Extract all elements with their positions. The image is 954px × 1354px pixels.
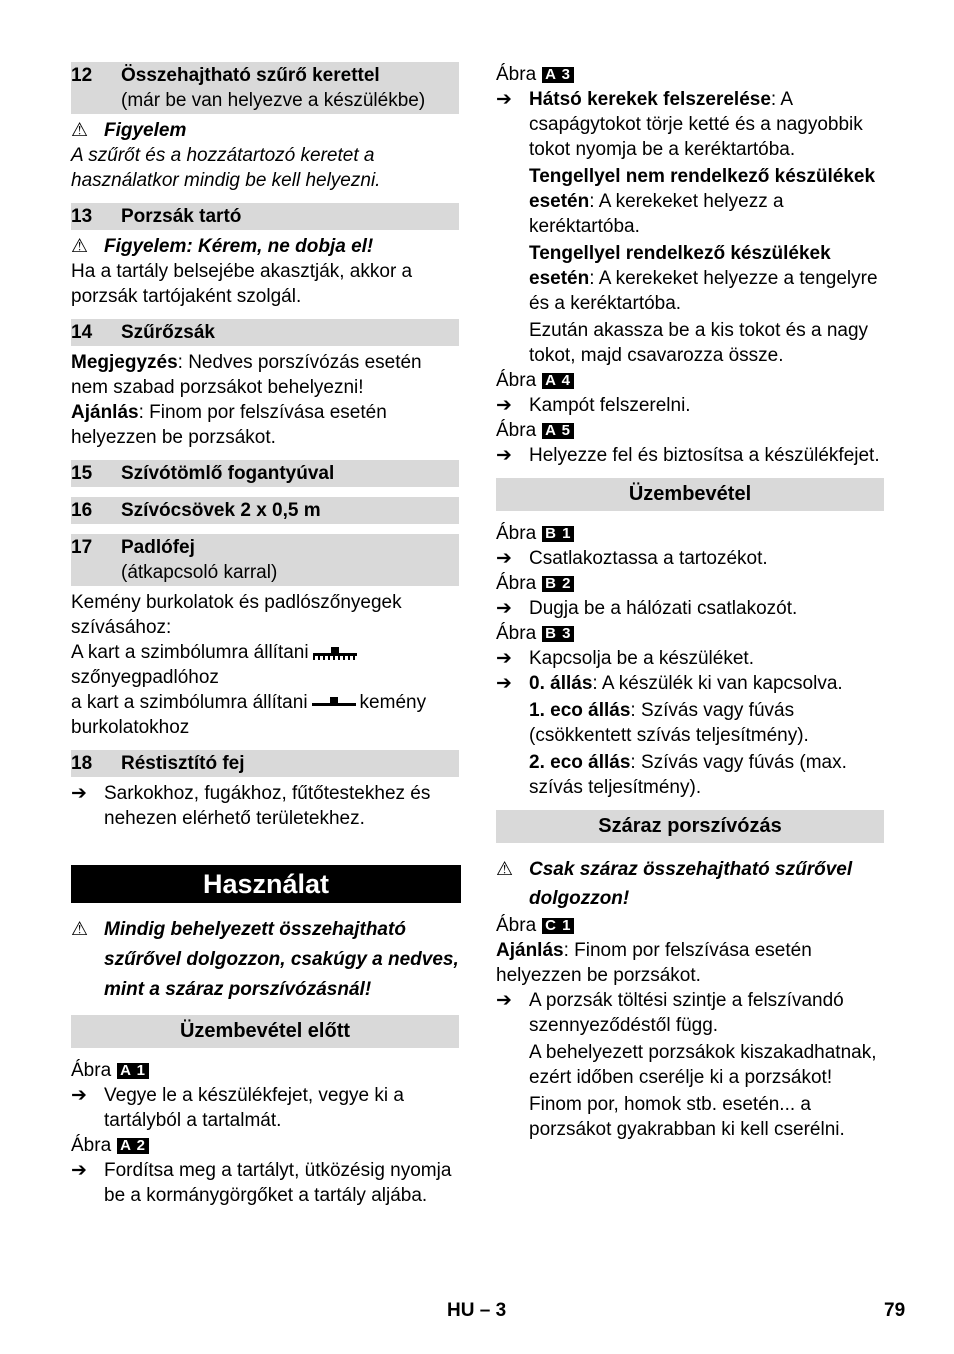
right-column: [496, 62, 884, 1142]
section-uzembevetel: Üzembevétel: [496, 478, 884, 511]
section-18-header: 18 Réstisztító fej: [71, 750, 459, 777]
warning-filter: ⚠ Mindig behelyezett összehajtható szűrővel dolgozzon, csakúgy a nedves, mint a száraz porszívózásnál!: [71, 915, 459, 1005]
arrow-item: ➔ Dugja be a hálózati csatlakozót.: [496, 598, 798, 619]
arrow-right-icon: ➔: [496, 648, 512, 669]
paragraph: 2. eco állás: Szívás vagy fúvás (max. szívás teljesítmény).: [529, 752, 847, 798]
paragraph: Ezután akassza be a kis tokot és a nagy tokot, majd csavarozza össze.: [529, 320, 869, 366]
section-14-header: 14 Szűrőzsák: [71, 319, 459, 346]
warning-figyelem: ⚠ Figyelem: [71, 120, 187, 141]
section-number: 12: [71, 65, 93, 86]
figure-badge: A 1: [117, 1063, 149, 1079]
arrow-right-icon: ➔: [496, 89, 512, 110]
arrow-right-icon: ➔: [496, 990, 512, 1011]
arrow-item: ➔ Kapcsolja be a készüléket.: [496, 648, 754, 669]
figure-badge: A 4: [542, 373, 574, 389]
arrow-right-icon: ➔: [496, 673, 512, 694]
figure-ref-a2: Ábra A 2: [71, 1133, 459, 1158]
arrow-item: ➔ Kampót felszerelni.: [496, 395, 691, 416]
figure-ref-a1: Ábra A 1: [71, 1058, 459, 1083]
figure-badge: A 5: [542, 423, 574, 439]
arrow-right-icon: ➔: [71, 783, 87, 804]
section-szaraz-porszivozas: Száraz porszívózás: [496, 810, 884, 843]
arrow-right-icon: ➔: [71, 1085, 87, 1106]
section-17-header: 17 Padlófej (átkapcsoló karral): [71, 534, 459, 586]
paragraph: 1. eco állás: Szívás vagy fúvás (csökkentett szívás teljesítmény).: [529, 700, 809, 746]
figure-badge: B 3: [542, 626, 574, 642]
section-uzembevetel-elott: Üzembevétel előtt: [71, 1015, 459, 1048]
figure-badge: A 3: [542, 67, 574, 83]
paragraph: A behelyezett porzsákok kiszakadhatnak, ezért időben cserélje ki a porzsákot!: [529, 1042, 877, 1088]
section-13-header: 13 Porzsák tartó: [71, 203, 459, 230]
note: Megjegyzés: Nedves porszívózás esetén nem szabad porzsákot behelyezni!: [71, 352, 422, 398]
figure-badge: C 1: [542, 918, 574, 934]
figure-badge: B 2: [542, 576, 574, 592]
arrow-item: ➔ Vegye le a készülékfejet, vegye ki a tartályból a tartalmát.: [71, 1085, 404, 1131]
warning-dry-filter: ⚠ Csak száraz összehajtható szűrővel dolgozzon!: [496, 855, 884, 913]
arrow-item: ➔ Sarkokhoz, fugákhoz, fűtőtestekhez és nehezen elérhető területekhez.: [71, 783, 431, 829]
section-16-header: 16 Szívócsövek 2 x 0,5 m: [71, 497, 459, 524]
section-12-header: [71, 62, 459, 114]
paragraph: A szűrőt és a hozzátartozó keretet a használatkor mindig be kell helyezni.: [71, 145, 381, 191]
arrow-item: ➔ Csatlakoztassa a tartozékot.: [496, 548, 768, 569]
paragraph: Kemény burkolatok és padlószőnyegek szívásához:: [71, 592, 402, 638]
tip: Ajánlás: Finom por felszívása esetén helyezzen be porzsákot.: [71, 402, 387, 448]
paragraph: Finom por, homok stb. esetén... a porzsákot gyakrabban ki kell cserélni.: [529, 1094, 845, 1140]
figure-ref-b3: Ábra B 3: [496, 621, 884, 646]
figure-badge: B 1: [542, 526, 574, 542]
section-subtitle: (már be van helyezve a készülékbe): [121, 90, 426, 111]
figure-badge: A 2: [117, 1138, 149, 1154]
paragraph: Tengellyel rendelkező készülékek esetén: A kerekeket helyezze a tengelyre és a keréktartóba.: [529, 243, 878, 314]
tip: Ajánlás: Finom por felszívása esetén helyezzen be porzsákot.: [496, 940, 812, 986]
section-15-header: 15 Szívótömlő fogantyúval: [71, 460, 459, 487]
hard-floor-symbol-icon: [312, 696, 356, 710]
figure-ref-a5: Ábra A 5: [496, 418, 884, 443]
section-title-hasznalat: Használat: [71, 865, 461, 903]
warning-icon: ⚠: [496, 859, 514, 880]
arrow-item: ➔ Hátsó kerekek felszerelése: A csapágytokot törje ketté és a nagyobbik tokot nyomja be a keréktartóba.: [496, 89, 863, 160]
arrow-right-icon: ➔: [496, 445, 512, 466]
arrow-right-icon: ➔: [496, 548, 512, 569]
paragraph: Tengellyel nem rendelkező készülékek esetén: A kerekeket helyezz a keréktartóba.: [529, 166, 876, 237]
figure-ref-b2: Ábra B 2: [496, 571, 884, 596]
paragraph-hard-floor: a kart a szimbólumra állítani kemény burkolatokhoz: [71, 692, 427, 738]
arrow-right-icon: ➔: [496, 598, 512, 619]
arrow-item: ➔ 0. állás: A készülék ki van kapcsolva.: [496, 673, 843, 694]
arrow-item: ➔ Helyezze fel és biztosítsa a készülékfejet.: [496, 445, 880, 466]
figure-ref-c1: Ábra C 1: [496, 913, 884, 938]
warning-dont-throw: ⚠ Figyelem: Kérem, ne dobja el!: [71, 236, 374, 257]
figure-ref-b1: Ábra B 1: [496, 521, 884, 546]
left-column: [71, 62, 459, 1208]
paragraph: Ha a tartály belsejébe akasztják, akkor a porzsák tartójaként szolgál.: [71, 261, 413, 307]
page-number: 79: [884, 1300, 906, 1321]
footer-section-label: HU – 3: [447, 1300, 507, 1321]
warning-icon: ⚠: [71, 236, 89, 257]
arrow-right-icon: ➔: [496, 395, 512, 416]
figure-ref-a4: Ábra A 4: [496, 368, 884, 393]
arrow-item: ➔ Fordítsa meg a tartályt, ütközésig nyomja be a kormánygörgőket a tartály aljába.: [71, 1160, 452, 1206]
arrow-right-icon: ➔: [71, 1160, 87, 1181]
warning-icon: ⚠: [71, 120, 89, 141]
warning-icon: ⚠: [71, 919, 89, 940]
figure-ref-a3: Ábra A 3: [496, 62, 884, 87]
arrow-item: ➔ A porzsák töltési szintje a felszívandó szennyeződéstől függ.: [496, 990, 844, 1036]
section-title: Összehajtható szűrő kerettel: [121, 65, 380, 86]
carpet-symbol-icon: [313, 646, 357, 660]
paragraph-carpet: A kart a szimbólumra állítani szőnyegpadlóhoz: [71, 640, 459, 690]
